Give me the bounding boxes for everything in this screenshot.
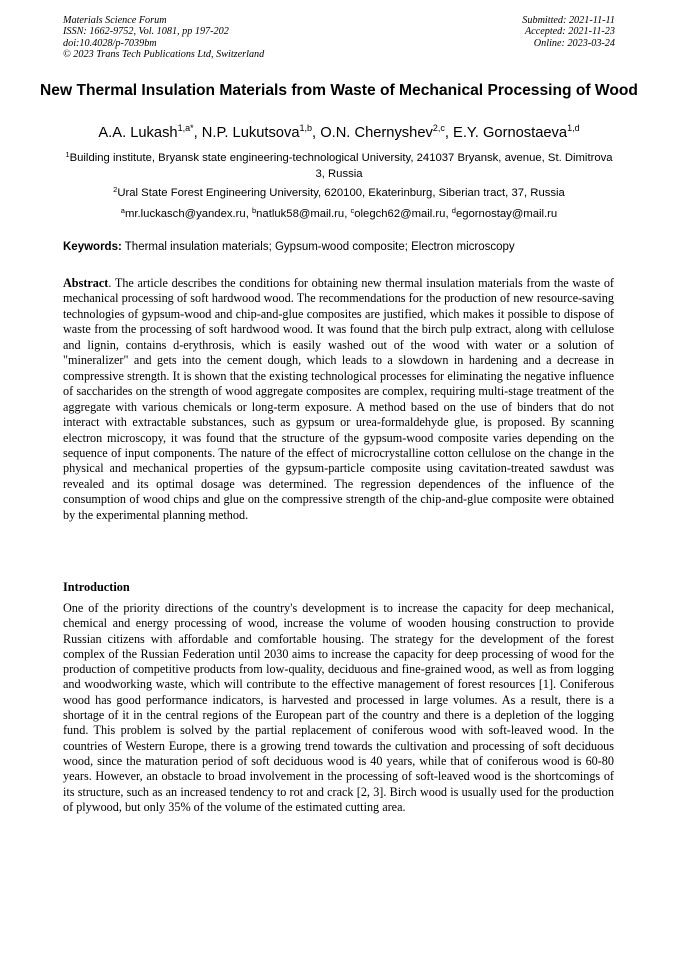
publication-dates xyxy=(522,15,615,49)
author-name: E.Y. Gornostaeva xyxy=(453,125,568,141)
email-mark: b xyxy=(251,206,257,215)
author-separator: , xyxy=(193,125,202,141)
accepted-date: Accepted: 2021-11-23 xyxy=(524,26,615,38)
journal-info xyxy=(63,15,264,61)
affiliation-mark: 1 xyxy=(65,150,70,159)
email-link[interactable]: mr.luckasch@yandex.ru xyxy=(124,208,246,220)
online-date: Online: 2023-03-24 xyxy=(533,37,615,49)
email-mark: c xyxy=(350,206,355,215)
author-name: O.N. Chernyshev xyxy=(320,125,433,141)
author-list xyxy=(30,124,648,142)
author-affil-mark: 1,b xyxy=(299,123,313,133)
author-name: A.A. Lukash xyxy=(98,125,178,141)
introduction-heading: Introduction xyxy=(63,580,130,594)
email-link[interactable]: egornostay@mail.ru xyxy=(455,208,558,220)
journal-name: Materials Science Forum xyxy=(63,15,167,26)
journal-issn: ISSN: 1662-9752, Vol. 1081, pp 197-202 xyxy=(63,26,229,38)
submitted-date: Submitted: 2021-11-11 xyxy=(522,15,615,26)
keywords xyxy=(63,240,623,255)
affiliation-text: Ural State Forest Engineering University, 620100, Ekaterinburg, Siberian tract, 37, Russia xyxy=(117,187,565,199)
author-affil-mark: 1,d xyxy=(567,123,580,133)
abstract-text: . The article describes the conditions for obtaining new thermal insulation materials from the waste of mechanical processing of soft hardwood wood. The recommendations for the production of new resource-saving technologies of gypsum-wood and chip-and-glue composites are justified, which makes it possible to dispose of waste from the processing of soft hardwood wood. It was found that the birch pulp extract, along with cellulose and lignin, contains d-erythrosis, which is easily washed out of the wood with water or a solution of "mineralizer" and gets into the cement dough, which leads to a slowdown in hardening and a decrease in compressive strength. It is shown that the existing technological processes for eliminating the negative influence of saccharides on the strength of wood aggregate composites are complex, requiring multi-stage treatment of the aggregate with various chemicals or long-term exposure. A method based on the use of binders that do not interact with extractable substances, such as gypsum or urea-formaldehyde glue, is proposed. By scanning electron microscopy, it was found that the structure of the gypsum-wood composite varies depending on the sequence of input components. The nature of the effect of microcrystalline cotton cellulose on the change in the physical and mechanical properties of the gypsum-particle composite using cavitation-treated sawdust was revealed and its optimal dosage was determined. The regression dependences of the influence of the consumption of wood chips and glue on the compressive strength of the chip-and-glue composite were obtained by the experimental planning method. xyxy=(63,276,614,522)
email-mark: a xyxy=(120,206,125,215)
abstract xyxy=(63,276,614,523)
journal-copyright: © 2023 Trans Tech Publications Ltd, Switzerland xyxy=(63,49,265,61)
affiliation-text: Building institute, Bryansk state engineering-technological University, 241037 Bryansk, avenue, St. Dimitrova 3, Russia xyxy=(69,152,613,180)
paper-title: New Thermal Insulation Materials from Waste of Mechanical Processing of Wood xyxy=(40,82,638,99)
affiliation-mark: 2 xyxy=(113,185,118,194)
email-separator: , xyxy=(344,208,351,220)
author-affil-mark: 1,a* xyxy=(177,123,194,133)
keywords-text: Thermal insulation materials; Gypsum-wood composite; Electron microscopy xyxy=(121,241,515,253)
affiliation-2 xyxy=(60,186,618,202)
author-separator: , xyxy=(312,125,321,141)
abstract-label: Abstract xyxy=(63,276,109,290)
author-affil-mark: 2,c xyxy=(432,123,445,133)
keywords-label: Keywords: xyxy=(63,241,122,253)
email-list xyxy=(60,207,618,223)
email-link[interactable]: natluk58@mail.ru xyxy=(256,208,345,220)
author-separator: , xyxy=(444,125,454,141)
journal-doi: doi:10.4028/p-7039bm xyxy=(63,37,157,49)
email-separator: , xyxy=(245,208,252,220)
email-mark: d xyxy=(451,206,456,215)
email-separator: , xyxy=(445,208,452,220)
introduction-body: One of the priority directions of the country's development is to increase the capacity for deep mechanical, chemical and energy processing of wood, increase the volume of wooden housing construction to provide Russian citizens with affordable and comfortable housing. The strategy for the development of the forest complex of the Russian Federation until 2030 aims to increase the capacity for deep processing of wood for the production of competitive products from low-quality, deciduous and fine-grained wood, as well as from logging and woodworking waste, which will contribute to the effective management of forest resources [1]. Coniferous wood has good performance indicators, is harvested and processed in large volumes. As a result, there is a shortage of it in the central regions of the European part of the country and there is a depletion of the logging fund. This problem is solved by the partial replacement of coniferous wood with soft-leaved wood. In the countries of Western Europe, there is a growing trend towards the cultivation and processing of soft deciduous wood, since the maturation period of soft deciduous wood is 40 years, while that of coniferous wood is 60-80 years. However, an obstacle to broad involvement in the processing of soft-leaved wood is the shortcomings of its structure, such as an increased tendency to rot and crack [2, 3]. Birch wood is usually used for the production of plywood, but only 35% of the volume of the estimated cutting area. xyxy=(63,601,614,814)
email-link[interactable]: olegch62@mail.ru xyxy=(354,208,446,220)
affiliation-1 xyxy=(60,151,618,182)
author-name: N.P. Lukutsova xyxy=(201,125,300,141)
